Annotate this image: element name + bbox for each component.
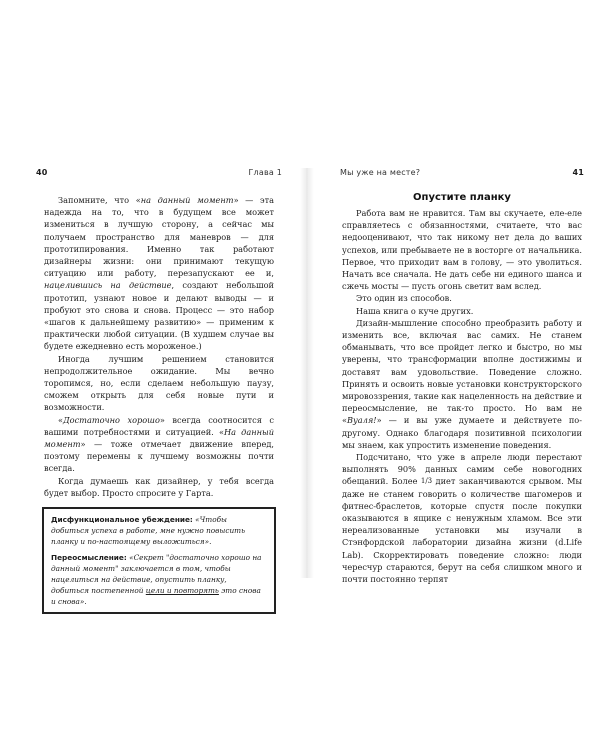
body-text-run: Иногда лучшим решением становится непродолжительное ожидание. Мы вечно торопимся, но, если сделаем небольшую паузу, сможем открыть для себя новые пути и возможности.: [44, 353, 274, 413]
book-spread: [18, 168, 584, 607]
body-text-run: Это один из способов.: [356, 293, 452, 304]
reframe-text-1: «Секрет "достаточно хорошо на данный момент" заключается в том, чтобы нацелиться на действие, опустить планку, добиться постепенной: [51, 553, 262, 596]
body-paragraph: [342, 317, 582, 451]
left-page-number: 40: [36, 168, 48, 177]
body-paragraph: [342, 451, 582, 585]
body-text-run: » — эта надежда на то, что в будущем все может измениться в лучшую сторону, а сейчас мы получаем пространство для маневров — для прототипирования. Именно так работают дизайнеры жизни: они принимают текущую ситуацию или работу, перезапускают ее и,: [44, 195, 274, 279]
body-text-run: Когда думаешь как дизайнер, у тебя всегда будет выбор. Просто спросите у Гарта.: [44, 475, 274, 498]
section-title: Опустите планку: [413, 192, 511, 203]
body-text-run: » всегда соотносится с вашими потребностями и ситуацией. «: [44, 414, 274, 437]
left-running-head: [36, 168, 282, 182]
belief-box: [42, 507, 276, 614]
emphasis-text: нацелившись на действие: [44, 280, 172, 291]
right-running-head: [340, 168, 584, 182]
body-text-run: » — тоже отмечает движение вперед, поэтому перемены к лучшему возможны почти всегда.: [44, 439, 274, 474]
right-page-number: 41: [572, 168, 584, 177]
emphasis-text: На данный момент: [44, 426, 274, 450]
body-text-run: , создают небольшой прототип, узнают новое и делают выводы — и пробуют это снова и снова. Процесс — это набор «шагов к дальнейшему развитию» — применим к практически любой ситуации. (В худшем случае вы будете ежедневно есть мороженое.): [44, 280, 274, 352]
body-paragraph: [44, 353, 274, 414]
right-body-text: [340, 207, 584, 585]
body-paragraph: [342, 305, 582, 317]
left-body-text: [36, 194, 282, 499]
body-text-run: Запомните, что «: [58, 195, 141, 205]
body-paragraph: [44, 194, 274, 353]
body-paragraph: [44, 414, 274, 475]
body-text-run: Работа вам не нравится. Там вы скучаете, еле-еле справляетесь с обязанностями, считаете, что вас недооценивают, что так никому нет дела до ваших успехов, или пребываете не в восторге от начальника. Первое, что приходит вам в голову, — это уволиться. Начать все сначала. Не дать себе ни единого шанса и сжечь мосты — пусть огонь светит вам вслед.: [342, 208, 582, 292]
body-text-run: Подсчитано, что уже в апреле люди перестают выполнять 90% данных самим себе новогодних обещаний. Более: [342, 452, 582, 487]
emphasis-text: Достаточно хорошо: [63, 414, 160, 425]
body-text-run: » — и вы уже думаете и действуете по-другому. Однако благодаря позитивной психологии мы знаем, как упростить изменение поведения.: [342, 415, 582, 450]
reframe-text-2: это снова и снова».: [51, 586, 261, 607]
body-text-run: Дизайн-мышление способно преобразить работу и изменить все, включая вас самих. Не станем обманывать, что все пройдет легко и быстро, но мы уверены, что трансформации вполне достижимы и доставят вам удовольствие. Поведение сложно. Принять и освоить новые установки конструкторского мировоззрения, такие как нацеленность на действие и переосмысление, не так-то просто. Но вам не «: [342, 317, 582, 426]
reframe-underlined: цели и повторять: [145, 586, 219, 596]
body-text-run: диет заканчиваются срывом. Мы даже не станем говорить о количестве шагомеров и фитнес-браслетов, которые спустя после покупки оказываются в ящике с ненужным хламом. Все эти нереализованные установки мы изучали в Стэнфордской лаборатории дизайна жизни (d.Life Lab). Скорректировать поведение сложно: люди чересчур стараются, берут на себя слишком много и почти постоянно терпят: [342, 476, 583, 585]
left-chapter-title: Глава 1: [248, 168, 282, 177]
body-paragraph: [342, 292, 582, 304]
belief-label: Дисфункциональное убеждение:: [51, 515, 193, 525]
body-paragraph: [44, 475, 274, 499]
reframe-paragraph: [51, 552, 267, 607]
book-gutter: [300, 168, 314, 578]
left-page: [36, 168, 282, 614]
body-paragraph: [342, 207, 582, 292]
fraction-text: 1/3: [420, 477, 433, 486]
body-text-run: Наша книга о куче других.: [356, 305, 474, 316]
emphasis-text: Вуаля!: [347, 415, 377, 426]
reframe-label: Переосмысление:: [51, 553, 127, 563]
belief-paragraph: [51, 514, 267, 547]
body-text-run: «: [58, 414, 64, 425]
right-chapter-title: Мы уже на месте?: [340, 168, 421, 177]
emphasis-text: на данный момент: [140, 195, 234, 205]
right-page: [340, 168, 584, 585]
belief-text: «Чтобы добиться успеха в работе, мне нужно повысить планку и по-настоящему выложиться».: [51, 515, 246, 547]
